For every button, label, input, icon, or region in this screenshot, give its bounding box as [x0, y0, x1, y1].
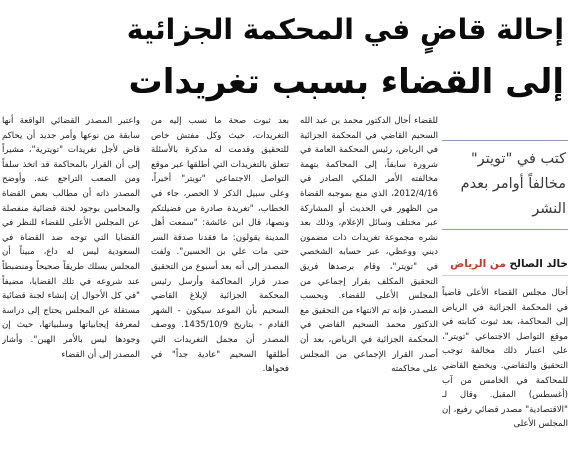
article-column-3 [2, 114, 140, 434]
author-name: خالد الصالح [509, 258, 568, 270]
lead-paragraph: أحال مجلس القضاء الأعلى قاضياً في المحكمة الجزائية في الرياض إلى المحاكمة، بعد ثبوت كتابته في موقع التواصل الاجتماعي "تويتر"، على اعتبار ذلك مخالفة توجب التحقيق والتقاضي. ويخضع القاضي للمحاكمة في الخامس من آب (أغسطس) المقبل. وقال لـ "الاقتصادية" مصدر قضائي رفيع، إن المجلس الأعلى [442, 288, 568, 430]
byline [442, 256, 568, 276]
subheadline-line-3: النشر [532, 201, 566, 217]
headline-line-2: إلى القضاء بسبب تغريدات [128, 62, 564, 102]
subheadline-line-2: مخالفاً أوامر بعدم [460, 176, 566, 192]
column-text: للقضاء أحال الدكتور محمد بن عبد الله السحيم القاضي في المحكمة الجزائية في الرياض، رئيس المحكمة العامة في شرورة سابقاً، إلى المحاكمة بتهمة مخالفته الأمر الملكي الصادر في 2012/4/16، الذي منع بموجبه القضاة من الظهور في الحديث أو المشاركة عبر مختلف وسائل الإعلام، وذلك بعد نشره مجموعة تغريدات ذات مضمون ديني ووعظي، عبر حسابه الشخصي في "تويتر"، وقام برصدها فريق التحقيق المكلف بقرار إجماعي من المجلس الأعلى للقضاء. وبحسب المصدر، فإنه تم الانتهاء من التحقيق مع الدكتور محمد السحيم القاضي في المحكمة الجزائية في الرياض، بعد أن أصدر القرار الإجماعي من المجلس على محاكمته [300, 116, 438, 375]
article-headline [126, 4, 564, 108]
article-column-1 [300, 114, 438, 434]
subheadline-line-1: كتب في "تويتر" [470, 151, 566, 167]
article-body [2, 114, 438, 434]
article-column-2 [151, 114, 289, 434]
sidebar-summary [442, 140, 568, 436]
column-text: بعد ثبوت صحة ما نسب إليه من التغريدات، حيث وكل مفتش خاص للتحقيق وقدمت له مذكرة بالأسئلة تتعلق بالتغريدات التي أطلقها عبر موقع التواصل الاجتماعي "تويتر" أخيراً، وعلى سبيل الذكر لا الحصر، جاء في الخطاب، "تغريدة صادرة من فضيلتكم ونصها، قال ابن عائشة: "سمعت أهل المدينة يقولون: ما فقدنا صدقة السر حتى مات علي بن الحسين". ولفت المصدر إلى أنه بعد أسبوع من التحقيق صدر قرار المحاكمة وأرسل رئيس المحكمة الجزائية لإبلاغ القاضي السحيم بأن الموعد سيكون - الشهر القادم - بتاريخ 1435/10/9. ووصف المصدر أن مجمل التغريدات التي أطلقها السحيم "عادية جداً" في فحواها. [151, 116, 289, 375]
headline-line-1: إحالة قاضٍ في المحكمة الجزائية [126, 13, 564, 46]
subheadline-box [442, 140, 568, 230]
author-location: من الرياض [450, 258, 506, 270]
column-text: واعتبر المصدر القضائي الواقعة أنها سابقة من نوعها وأمر جديد أن يحاكم قاض لأجل تغريدات "تويترية"، مشيراً إلى أن القرار بالمحاكمة قد اتخذ سلفاً ومن الصعب التراجع عنه. وأوضح المصدر ذاته أن مطالب بعض القضاة والمحامين بوجود لجنة قضائية منفصلة عن المجلس الأعلى للقضاء للنظر في القضايا التي توجه ضد القضاة في السعودية ليس له داع، مبيناً أن المجلس يسلك طريقاً صحيحاً ومنضبطاً عند شروعه في تلك القضايا، مضيفاً "في كل الأحوال إن إنشاء لجنة قضائية مستقلة عن المجلس يحتاج إلى دراسة لمعرفة إيجابياتها وسلبياتها، حيث إن وجودها ليس بالأمر الهين". وأشار المصدر إلى أن القضاء [2, 116, 140, 360]
